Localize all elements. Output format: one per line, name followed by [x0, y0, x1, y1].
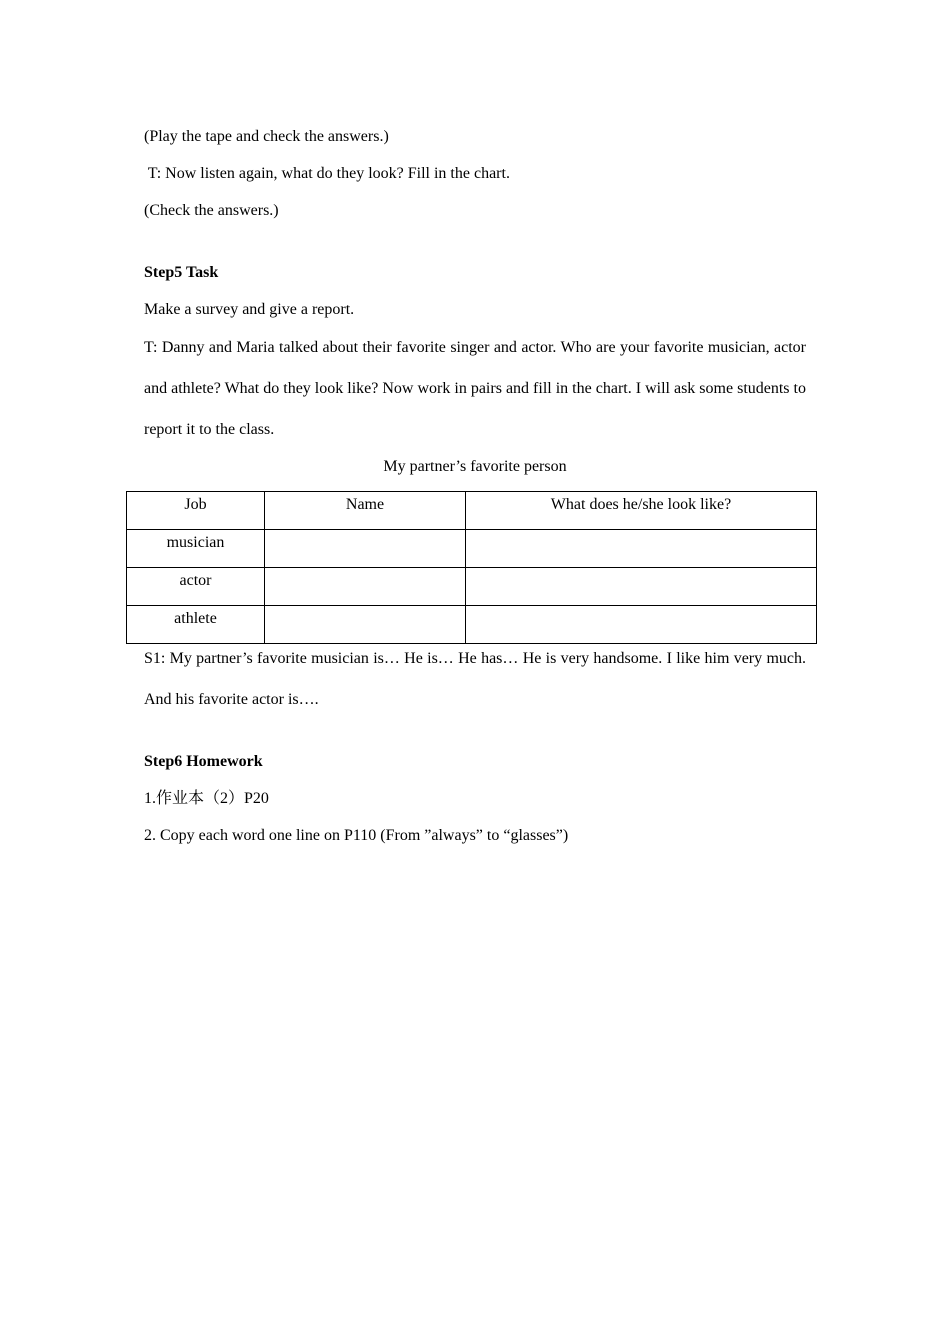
- step5-teacher-paragraph: T: Danny and Maria talked about their favorite singer and actor. Who are your favorite musician, actor and athlete? What do they look like? Now work in pairs and fill in the chart. I will ask some students to report it to the class.: [144, 339, 806, 438]
- step5-heading: Step5 Task: [144, 264, 219, 281]
- table-cell: [265, 568, 466, 606]
- student-report-paragraph: S1: My partner’s favorite musician is… He is… He has… He is very handsome. I like him very much. And his favorite actor is….: [144, 650, 806, 708]
- step5-instruction: Make a survey and give a report.: [144, 301, 355, 318]
- table-cell: athlete: [127, 606, 265, 644]
- play-tape-note: (Play the tape and check the answers.): [144, 128, 389, 145]
- table-cell: [466, 568, 817, 606]
- step6-heading: Step6 Homework: [144, 753, 263, 770]
- table-header-row: [127, 492, 817, 530]
- check-answers-note: (Check the answers.): [144, 202, 279, 219]
- homework-item: 1.作业本（2）P20: [144, 790, 269, 807]
- header-cell: Name: [265, 492, 466, 530]
- listen-again-line: T: Now listen again, what do they look? Fill in the chart.: [144, 165, 510, 182]
- table-cell: [466, 530, 817, 568]
- table-cell: musician: [127, 530, 265, 568]
- survey-table: [126, 491, 817, 644]
- table-cell: actor: [127, 568, 265, 606]
- header-cell: What does he/she look like?: [466, 492, 817, 530]
- table-row: [127, 530, 817, 568]
- header-cell: Job: [127, 492, 265, 530]
- homework-item: 2. Copy each word one line on P110 (From ”always” to “glasses”): [144, 827, 569, 844]
- table-row: [127, 568, 817, 606]
- table-cell: [265, 530, 466, 568]
- table-caption: My partner’s favorite person: [383, 458, 567, 475]
